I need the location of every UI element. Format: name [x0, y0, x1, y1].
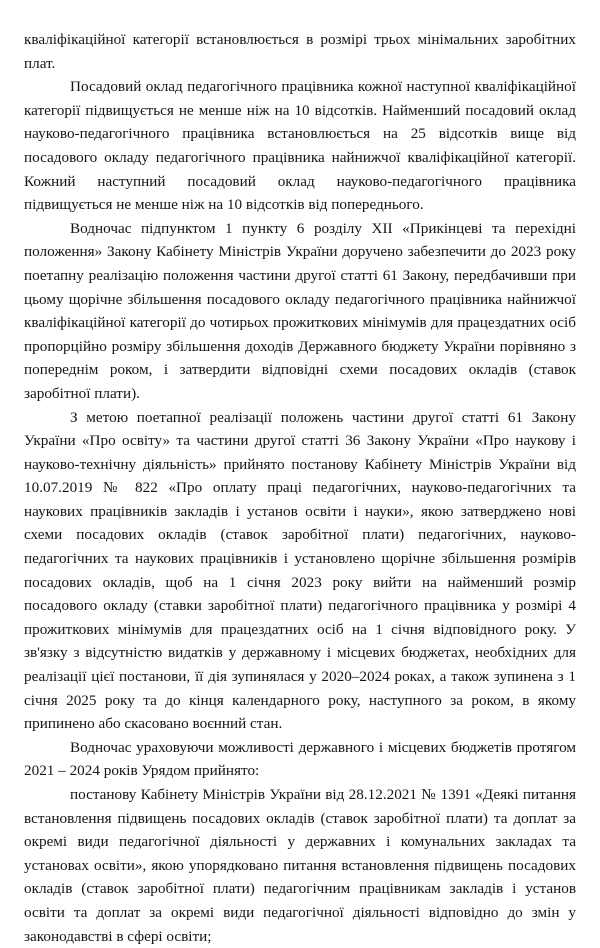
paragraph-6: постанову Кабінету Міністрів України від 28.12.2021 № 1391 «Деякі питання встановлення підвищень посадових окладів (ставок заробітної плати) та доплат за окремі види педагогічної діяльності у державних і комунальних закладах та установах освіти», якою упорядковано питання встановлення підвищень посадових окладів (ставок заробітної плати) педагогічним працівникам закладів і установ освіти та доплат за окремі види педагогічної діяльності відповідно до змін у законодавстві в сфері освіти; [24, 786, 576, 945]
paragraph-2: Посадовий оклад педагогічного працівника кожної наступної кваліфікаційної категорії підвищується не менше ніж на 10 відсотків. Найменший посадовий оклад науково-педагогічного працівника встановлюється на 25 відсотків вище від посадового окладу педагогічного працівника найнижчої кваліфікаційної категорії. Кожний наступний посадовий оклад науково-педагогічного працівника підвищується не менше ніж на 10 відсотків від попереднього. [24, 78, 576, 214]
paragraph-4: З метою поетапної реалізації положень частини другої статті 61 Закону України «Про освіту» та частини другої статті 36 Закону України «Про наукову і науково-технічну діяльність» прийнято постанову Кабінету Міністрів України від 10.07.2019 № 822 «Про оплату праці педагогічних, науково-педагогічних та наукових працівників закладів і установ освіти і науки», якою затверджено нові схеми посадових окладів (ставок заробітної плати) педагогічних, науково-педагогічних та наукових працівників і установлено щорічне збільшення розмірів посадових окладів, щоб на 1 січня 2023 року вийти на найменший розмір посадового окладу (ставки заробітної плати) педагогічного працівника у розмірі 4 прожиткових мінімумів для працездатних осіб на 1 січня відповідного року. У зв'язку з відсутністю видатків у державному і місцевих бюджетах, необхідних для реалізації цієї постанови, її дія зупинялася у 2020–2024 роках, а також зупинена з 1 січня 2025 року та до кінця календарного року, наступного за роком, в якому припинено або скасовано воєнний стан. [24, 408, 576, 733]
document-text-body [24, 28, 576, 948]
paragraph-1: кваліфікаційної категорії встановлюється в розмірі трьох мінімальних заробітних плат. [24, 31, 576, 72]
paragraph-3: Водночас підпунктом 1 пункту 6 розділу XII «Прикінцеві та перехідні положення» Закону Кабінету Міністрів України доручено забезпечити до 2023 року поетапну реалізацію положення частини другої статті 61 Закону, передбачивши при цьому щорічне збільшення посадового окладу педагогічного працівника найнижчої кваліфікаційної категорії до чотирьох прожиткових мінімумів для працездатних осіб пропорційно розміру збільшення доходів Державного бюджету України порівняно з попереднім роком, і затвердити відповідні схеми посадових окладів (ставок заробітної плати). [24, 219, 576, 402]
paragraph-5: Водночас ураховуючи можливості державного і місцевих бюджетів протягом 2021 – 2024 років Урядом прийнято: [24, 738, 576, 780]
